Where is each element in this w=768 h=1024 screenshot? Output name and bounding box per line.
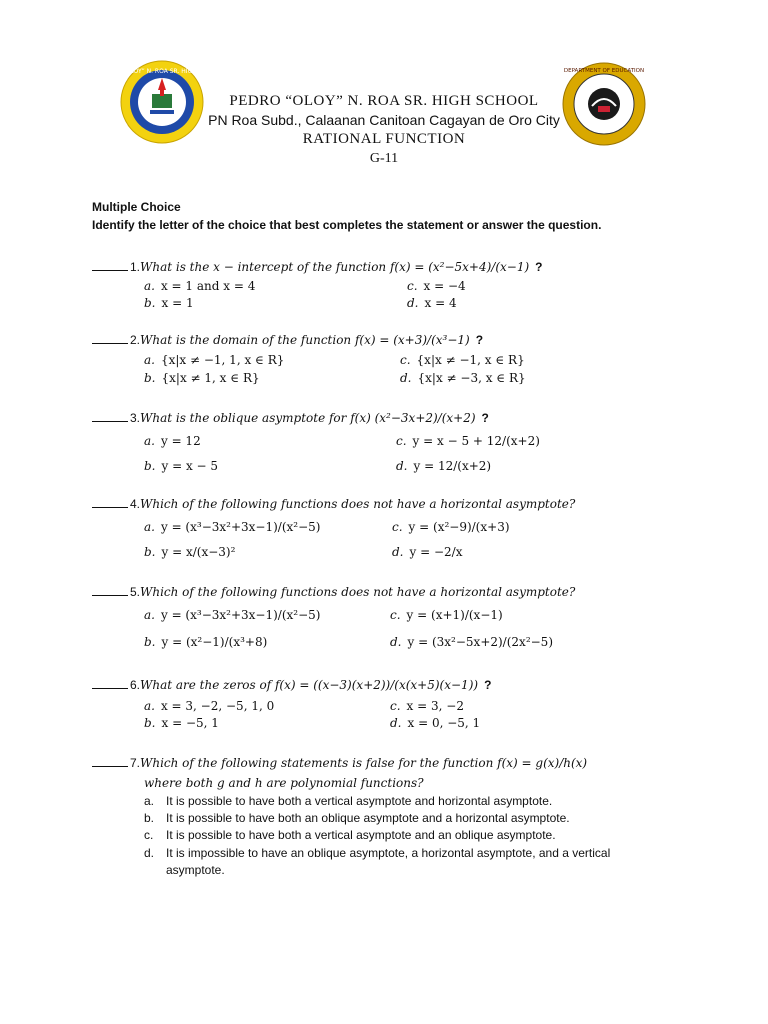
question-7: 7.Which of the following statements is false for the function f(x) = g(x)/h(x) — [92, 756, 587, 770]
answer-blank[interactable] — [92, 260, 128, 271]
q3-option-a[interactable]: a. y = 12 — [144, 434, 201, 448]
question-3: 3.What is the oblique asymptote for f(x) (x²−3x+2)/(x+2) ? — [92, 411, 489, 425]
answer-blank[interactable] — [92, 756, 128, 767]
q4-option-b[interactable]: b. y = x/(x−3)² — [144, 545, 236, 559]
question-5: 5.Which of the following functions does not have a horizontal asymptote? — [92, 585, 575, 599]
q2-option-a[interactable]: a. {x|x ≠ −1, 1, x ∈ R} — [144, 353, 285, 367]
question-6: 6.What are the zeros of f(x) = ((x−3)(x+2))/(x(x+5)(x−1)) ? — [92, 678, 491, 692]
question-1: 1.What is the x − intercept of the function f(x) = (x²−5x+4)/(x−1) ? — [92, 260, 543, 274]
q4-option-c[interactable]: c. y = (x²−9)/(x+3) — [392, 520, 510, 534]
q5-option-a[interactable]: a. y = (x³−3x²+3x−1)/(x²−5) — [144, 608, 321, 622]
q4-option-a[interactable]: a. y = (x³−3x²+3x−1)/(x²−5) — [144, 520, 321, 534]
q7-option-b-text: It is possible to have both an oblique asymptote and a horizontal asymptote. — [166, 811, 570, 825]
q4-option-d[interactable]: d. y = −2/x — [392, 545, 463, 559]
q1-option-d[interactable]: d. x = 4 — [407, 296, 457, 310]
q3-option-c[interactable]: c. y = x − 5 + 12/(x+2) — [396, 434, 540, 448]
school-address: PN Roa Subd., Calaanan Canitoan Cagayan de Oro City — [208, 112, 560, 128]
question-2: 2.What is the domain of the function f(x) = (x+3)/(x³−1) ? — [92, 333, 483, 347]
grade-level: G-11 — [369, 151, 399, 166]
subject-title: RATIONAL FUNCTION — [302, 131, 466, 147]
school-name: PEDRO “OLOY” N. ROA SR. HIGH SCHOOL — [229, 93, 539, 109]
q1-option-b[interactable]: b. x = 1 — [144, 296, 194, 310]
q5-option-c[interactable]: c. y = (x+1)/(x−1) — [390, 608, 503, 622]
q7-option-d[interactable]: d. — [144, 846, 155, 860]
q3-option-b[interactable]: b. y = x − 5 — [144, 459, 219, 473]
q7-option-c[interactable]: c. — [144, 828, 154, 842]
answer-blank[interactable] — [92, 333, 128, 344]
answer-blank[interactable] — [92, 585, 128, 596]
q1-option-c[interactable]: c. x = −4 — [407, 279, 466, 293]
q6-option-b[interactable]: b. x = −5, 1 — [144, 716, 219, 730]
q5-option-d[interactable]: d. y = (3x²−5x+2)/(2x²−5) — [390, 635, 553, 649]
q5-option-b[interactable]: b. y = (x²−1)/(x³+8) — [144, 635, 268, 649]
answer-blank[interactable] — [92, 497, 128, 508]
q2-option-b[interactable]: b. {x|x ≠ 1, x ∈ R} — [144, 371, 260, 385]
q2-option-d[interactable]: d. {x|x ≠ −3, x ∈ R} — [400, 371, 526, 385]
q7-option-a[interactable]: a. — [144, 794, 155, 808]
q6-option-c[interactable]: c. x = 3, −2 — [390, 699, 464, 713]
question-7-continuation: where both g and h are polynomial functions? — [144, 776, 424, 790]
q1-option-a[interactable]: a. x = 1 and x = 4 — [144, 279, 256, 293]
question-4: 4.Which of the following functions does not have a horizontal asymptote? — [92, 497, 575, 511]
answer-blank[interactable] — [92, 678, 128, 689]
logo-right-text: DEPARTMENT OF EDUCATION — [563, 68, 645, 74]
q7-option-a-text: It is possible to have both a vertical asymptote and horizontal asymptote. — [166, 794, 553, 808]
section-instructions: Identify the letter of the choice that best completes the statement or answer the question. — [92, 218, 602, 232]
q7-option-c-text: It is possible to have both a vertical asymptote and an oblique asymptote. — [166, 828, 556, 842]
q3-option-d[interactable]: d. y = 12/(x+2) — [396, 459, 492, 473]
q2-option-c[interactable]: c. {x|x ≠ −1, x ∈ R} — [400, 353, 525, 367]
q6-option-d[interactable]: d. x = 0, −5, 1 — [390, 716, 481, 730]
q7-option-d-text: It is impossible to have an oblique asymptote, a horizontal asymptote, and a vertical asymptote. — [166, 846, 611, 877]
answer-blank[interactable] — [92, 411, 128, 422]
q7-option-b[interactable]: b. — [144, 811, 155, 825]
logo-left-text: PEDRO “OLOY” N. ROA SR. HIGH SCHOOL — [100, 68, 224, 75]
section-title: Multiple Choice — [92, 200, 181, 214]
q6-option-a[interactable]: a. x = 3, −2, −5, 1, 0 — [144, 699, 275, 713]
